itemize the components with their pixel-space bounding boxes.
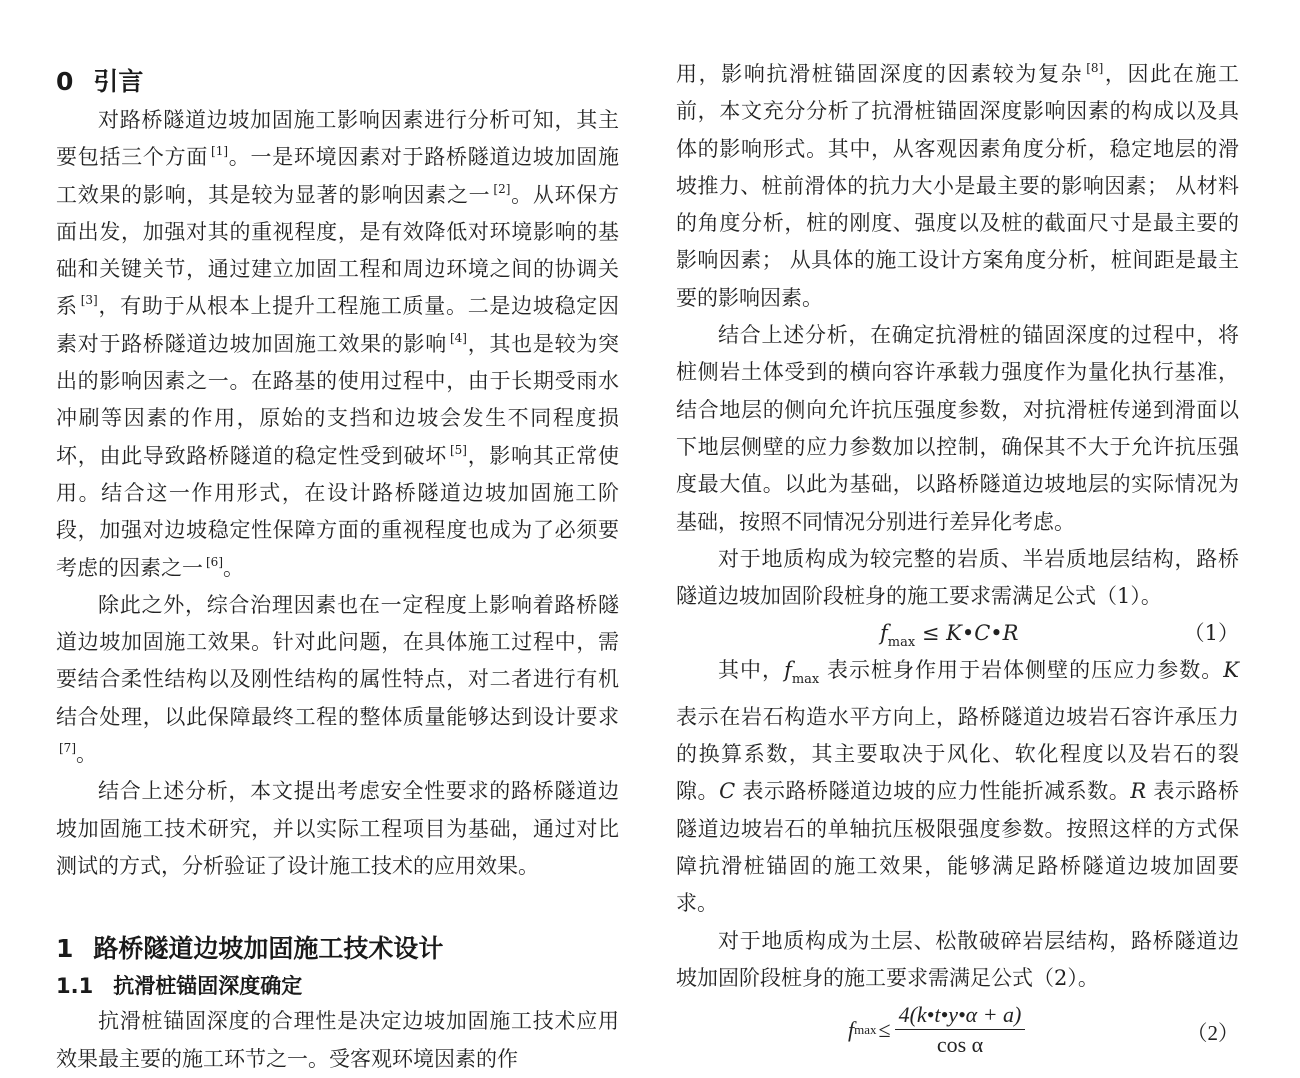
formula1-explanation-paragraph (676, 652, 1239, 922)
text-run: 用，影响抗滑桩锚固深度的因素较为复杂 (676, 62, 1084, 86)
section-heading-intro (56, 62, 619, 102)
citation-1[interactable]: [1] (211, 144, 229, 159)
text-run: ，有助于从根本上提升工程施工质量。二是边坡稳定因素对于路桥隧道边坡加固施工效果的影响 (56, 294, 620, 356)
text-run: 表示路桥隧道边坡岩石的单轴抗压极限强度参数。按照这样的方式保障抗滑桩锚固的施工效果，能够满足路桥隧道边坡加固要求。 (676, 779, 1239, 916)
formula-subscript: max (791, 672, 820, 688)
formula-subscript: max (854, 1022, 877, 1038)
formula-1-number: （1） (1183, 621, 1239, 646)
formula-1-expression (880, 615, 1019, 661)
text-run: 除此之外，综合治理因素也在一定程度上影响着路桥隧道边坡加固施工效果。针对此问题，在具体施工过程中，需要结合柔性结构以及刚性结构的属性特点，对二者进行有机结合处理，以此保障最终工程的整体质量能够达到设计要求 (56, 592, 619, 729)
text-run: 表示在岩石构造水平方向上，路桥隧道边坡岩石容许承压力的换算系数，其主要取决于风化、软化程度以及岩石的裂隙。 (676, 704, 1239, 804)
intro-paragraph-1 (56, 102, 619, 587)
left-column (56, 56, 619, 1078)
formula-rhs: ≤ K•C•R (915, 621, 1019, 646)
formula2-intro-paragraph: 对于地质构成为土层、松散破碎岩层结构，路桥隧道边坡加固阶段桩身的施工要求需满足公式（2）。 (676, 928, 1239, 990)
citation-8[interactable]: [8] (1086, 61, 1104, 75)
subsection-heading-1-1 (56, 969, 619, 1003)
section1-1-paragraph: 抗滑桩锚固深度的合理性是决定边坡加固施工技术应用效果最主要的施工环节之一。受客观环境因素的作 (56, 1009, 619, 1071)
formula-symbol: C (719, 779, 736, 804)
formula-subscript: max (887, 635, 916, 651)
formula-symbol: K (1223, 658, 1239, 683)
formula-symbol: R (1130, 779, 1147, 804)
section-title: 引言 (93, 67, 144, 96)
citation-6[interactable]: [6] (206, 554, 223, 569)
formula-symbol: f (784, 658, 792, 683)
citation-4[interactable]: [4] (449, 330, 467, 345)
text-run: 。 (76, 742, 97, 767)
citation-5[interactable]: [5] (449, 442, 467, 457)
formula-1 (676, 615, 1239, 652)
intro-paragraph-3: 结合上述分析，本文提出考虑安全性要求的路桥隧道边坡加固施工技术研究，并以实际工程项目为基础，通过对比测试的方式，分析验证了设计施工技术的应用效果。 (56, 779, 619, 878)
text-run: ，因此在施工前，本文充分分析了抗滑桩锚固深度影响因素的构成以及具体的影响形式。其中，从客观因素角度分析，稳定地层的滑坡推力、桩前滑体的抗力大小是最主要的影响因素； 从材料的角度分析，桩的刚度、强度以及桩的截面尺寸是最主要的影响因素； 从具体的施工设计方案角度分析，桩间距是最主要的影响因素。 (676, 62, 1239, 310)
section-title: 路桥隧道边坡加固施工技术设计 (93, 934, 444, 964)
continued-paragraph (676, 56, 1239, 317)
text-run: 表示路桥隧道边坡的应力性能折减系数。 (735, 779, 1131, 804)
formula-symbol: f (880, 621, 888, 646)
formula-relation: ≤ (878, 1017, 891, 1043)
citation-3[interactable]: [3] (80, 293, 98, 308)
citation-2[interactable]: [2] (493, 181, 511, 196)
text-run: ，影响其正常使用。结合这一作用形式，在设计路桥隧道边坡加固施工阶段，加强对边坡稳定性保障方面的重视程度也成为了必须要考虑的因素之一 (56, 443, 620, 580)
intro-paragraph-2 (56, 587, 619, 773)
formula-denominator: cos α (936, 1031, 984, 1057)
section-number: 1 (56, 934, 74, 964)
text-run: 。 (223, 555, 244, 580)
section-heading-1 (56, 929, 619, 969)
text-run: 。从环保方面出发，加强对其的重视程度，是有效降低对环境影响的基础和关键关节，通过建立加固工程和周边环境之间的协调关系 (56, 182, 620, 319)
formula-symbol: f (848, 1017, 855, 1043)
formula-numerator: 4(k•t•y•α + a) (895, 1001, 1026, 1030)
citation-7[interactable]: [7] (59, 741, 76, 756)
text-run: 。一是环境因素对于路桥隧道边坡加固施工效果的影响，其是较为显著的影响因素之一 (56, 145, 620, 207)
formula1-intro-paragraph: 对于地质构成为较完整的岩质、半岩质地层结构，路桥隧道边坡加固阶段桩身的施工要求需满足公式（1）。 (676, 546, 1239, 609)
analysis-paragraph: 结合上述分析，在确定抗滑桩的锚固深度的过程中，将桩侧岩土体受到的横向容许承载力强度作为量化执行基准，结合地层的侧向允许抗压强度参数，对抗滑桩传递到滑面以下地层侧壁的应力参数加以控制，确保其不大于允许抗压强度最大值。以此为基础，以路桥隧道边坡地层的实际情况为基础，按照不同情况分别进行差异化考虑。 (676, 323, 1239, 534)
right-column (676, 56, 1239, 1067)
subsection-number: 1.1 (56, 974, 94, 999)
text-run: 表示桩身作用于岩体侧壁的压应力参数。 (819, 658, 1224, 683)
formula-2-expression (848, 999, 1025, 1061)
section-number: 0 (56, 67, 74, 96)
formula-fraction (895, 1001, 1026, 1060)
formula-2-number: （2） (1186, 1021, 1239, 1046)
subsection-title: 抗滑桩锚固深度确定 (113, 974, 303, 999)
text-run: ，其也是较为突出的影响因素之一。在路基的使用过程中，由于长期受雨水冲刷等因素的作用，原始的支挡和边坡会发生不同程度损坏，由此导致路桥隧道的稳定性受到破坏 (56, 331, 620, 468)
text-run: 对路桥隧道边坡加固施工影响因素进行分析可知，其主要包括三个方面 (56, 108, 619, 170)
text-run: 其中， (718, 658, 785, 683)
formula-2 (676, 997, 1239, 1067)
